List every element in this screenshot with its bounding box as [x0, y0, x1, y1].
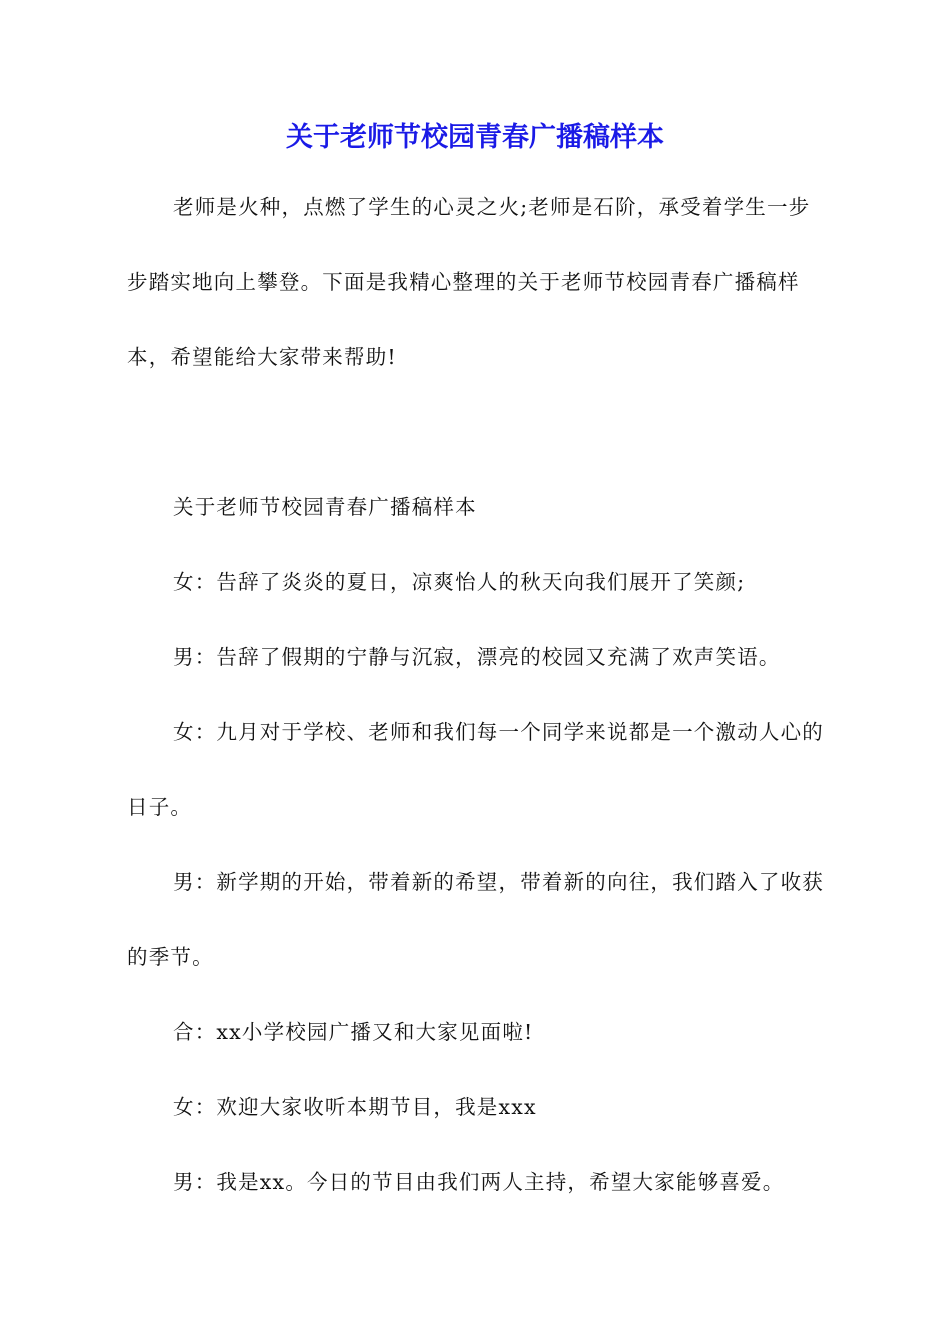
dialogue-line: 男：新学期的开始，带着新的希望，带着新的向往，我们踏入了收获的季节。	[127, 870, 824, 969]
document-title: 关于老师节校园青春广播稿样本	[286, 122, 664, 153]
dialogue-line: 女：欢迎大家收听本期节目，我是xxx	[173, 1095, 537, 1119]
dialogue-line: 男：告辞了假期的宁静与沉寂，漂亮的校园又充满了欢声笑语。	[173, 645, 781, 669]
dialogue-line: 合：xx小学校园广播又和大家见面啦!	[173, 1020, 534, 1044]
dialogue-line: 女：九月对于学校、老师和我们每一个同学来说都是一个激动人心的日子。	[127, 720, 824, 819]
dialogue-line: 男：我是xx。今日的节目由我们两人主持，希望大家能够喜爱。	[173, 1170, 785, 1194]
intro-paragraph: 老师是火种，点燃了学生的心灵之火;老师是石阶，承受着学生一步步踏实地向上攀登。下面是我精心整理的关于老师节校园青春广播稿样本，希望能给大家带来帮助!	[127, 195, 811, 369]
section-heading: 关于老师节校园青春广播稿样本	[173, 495, 477, 519]
dialogue-line: 女：告辞了炎炎的夏日，凉爽怡人的秋天向我们展开了笑颜;	[173, 570, 746, 594]
